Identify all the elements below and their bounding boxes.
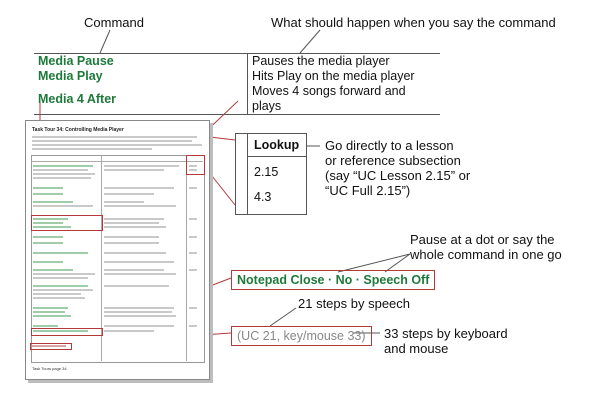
- speech-steps-connector: [270, 308, 296, 326]
- thumbnail-title: Task Tour 34: Controlling Media Player: [32, 127, 124, 133]
- lookup-value: 4.3: [254, 190, 272, 204]
- lookup-note: Go directly to a lesson or reference subsection (say “UC Lesson 2.15” or “UC Full 2.15”): [325, 138, 471, 198]
- pause-note: Pause at a dot or say the whole command in one go: [410, 232, 562, 262]
- lookup-box: [235, 133, 307, 215]
- description-cell: Pauses the media player: [248, 54, 441, 70]
- command-cell: Media Play: [34, 69, 248, 84]
- page-thumbnail: [25, 120, 210, 380]
- lookup-value: 2.15: [254, 165, 279, 179]
- happen-connector: [300, 30, 320, 53]
- command-cell: Media Pause: [34, 54, 248, 70]
- description-cell: Moves 4 songs forward and plays: [248, 84, 441, 115]
- description-cell: Hits Play on the media player: [252, 69, 415, 83]
- lookup-header: Lookup: [254, 138, 300, 152]
- table-row: [34, 54, 440, 70]
- keyboard-steps-note: 33 steps by keyboard and mouse: [384, 326, 508, 356]
- uc-counts-box: (UC 21, key/mouse 33): [231, 326, 372, 346]
- table-row: [34, 84, 440, 115]
- thumbnail-footer: Task Tours page 34: [32, 366, 67, 371]
- speech-steps-note: 21 steps by speech: [298, 296, 411, 311]
- notepad-command-box: Notepad Close · No · Speech Off: [231, 270, 435, 290]
- command-label: Command: [84, 15, 144, 30]
- command-cell: Media 4 After: [34, 84, 248, 115]
- happen-label: What should happen when you say the command: [271, 15, 556, 30]
- table-row: [34, 69, 440, 84]
- command-table: [34, 53, 440, 115]
- command-connector: [100, 30, 110, 53]
